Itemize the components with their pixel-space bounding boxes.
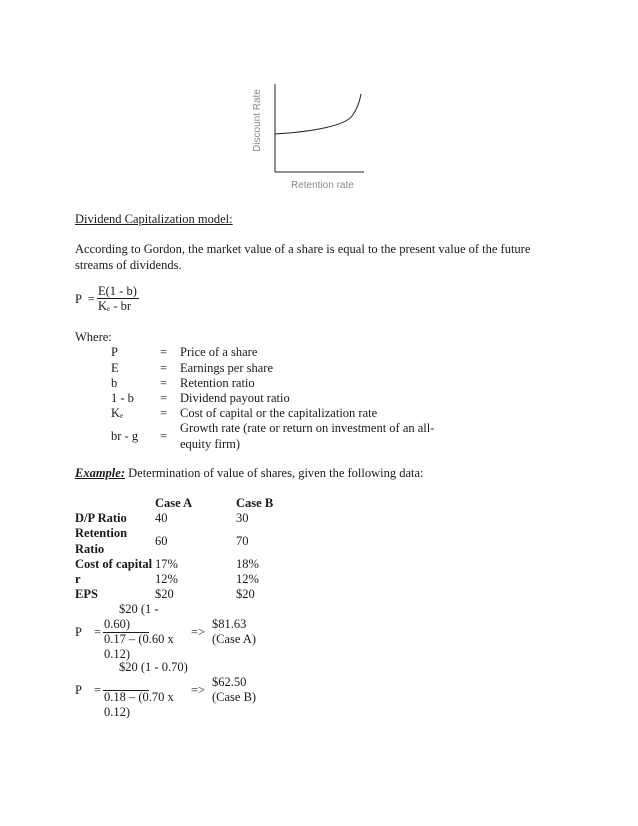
calc-case-label: (Case A): [212, 632, 257, 646]
calc-arrow: =>: [191, 683, 206, 697]
table-cell-a: 17%: [155, 557, 178, 571]
table-row-label: r: [75, 572, 81, 586]
figure-curve: [275, 94, 361, 134]
formula-numerator: E(1 - b): [98, 284, 137, 298]
def-symbol: P: [111, 345, 118, 359]
table-header-case-b: Case B: [236, 496, 274, 510]
def-text: Retention ratio: [180, 376, 255, 390]
calc-lhs: P: [75, 683, 82, 697]
def-text: Earnings per share: [180, 361, 274, 375]
calc-denominator-2: 0.12): [104, 705, 131, 719]
calc-eq: =: [94, 625, 102, 639]
def-eq: =: [160, 345, 168, 359]
example-text: Determination of value of shares, given the following data:: [125, 466, 424, 480]
def-text-continued: equity firm): [180, 437, 241, 451]
def-symbol: 1 - b: [111, 391, 134, 405]
def-eq: =: [160, 361, 168, 375]
table-cell-b: $20: [236, 587, 255, 601]
calc-lhs: P: [75, 625, 82, 639]
calc-case-label: (Case B): [212, 690, 257, 704]
calc-denominator-1: 0.18 – (0.70 x: [104, 690, 174, 704]
intro-line-1: According to Gordon, the market value of a share is equal to the present value of the future: [75, 242, 531, 256]
calc-result: $81.63: [212, 617, 247, 631]
table-cell-a: 12%: [155, 572, 178, 586]
intro-line-2: streams of dividends.: [75, 258, 182, 272]
calc-denominator-2: 0.12): [104, 647, 131, 661]
calc-numerator-1: $20 (1 - 0.70): [119, 660, 188, 674]
def-eq: =: [160, 406, 168, 420]
table-cell-b: 18%: [236, 557, 259, 571]
table-row-label: EPS: [75, 587, 98, 601]
def-symbol: E: [111, 361, 119, 375]
table-cell-b: 12%: [236, 572, 259, 586]
calc-arrow: =>: [191, 625, 206, 639]
formula-lhs: P =: [75, 292, 95, 306]
table-cell-b: 30: [236, 511, 249, 525]
example-line: [75, 466, 424, 481]
def-eq: =: [160, 429, 168, 443]
formula-denominator: Kₑ - br: [98, 299, 132, 313]
calc-numerator-2: 0.60): [104, 617, 131, 631]
table-cell-a: 40: [155, 511, 168, 525]
table-row-label: D/P Ratio: [75, 511, 127, 525]
def-text: Growth rate (rate or return on investment of an all-: [180, 421, 435, 435]
table-cell-a: $20: [155, 587, 174, 601]
def-eq: =: [160, 391, 168, 405]
table-cell-a: 60: [155, 534, 168, 548]
table-cell-b: 70: [236, 534, 249, 548]
table-header-case-a: Case A: [155, 496, 193, 510]
example-label: Example:: [75, 466, 125, 480]
def-eq: =: [160, 376, 168, 390]
def-text: Cost of capital or the capitalization rate: [180, 406, 378, 420]
table-row-label: Cost of capital: [75, 557, 153, 571]
calc-numerator-1: $20 (1 -: [119, 602, 159, 616]
calc-denominator-1: 0.17 – (0.60 x: [104, 632, 174, 646]
calc-result: $62.50: [212, 675, 247, 689]
section-heading: Dividend Capitalization model:: [75, 212, 233, 226]
def-symbol: b: [111, 376, 118, 390]
def-symbol: br - g: [111, 429, 139, 443]
def-text: Dividend payout ratio: [180, 391, 290, 405]
def-text: Price of a share: [180, 345, 258, 359]
figure-y-axis-label: Discount Rate: [251, 89, 263, 152]
figure-x-axis-label: Retention rate: [291, 180, 354, 191]
calc-eq: =: [94, 683, 102, 697]
def-symbol: Kₑ: [111, 406, 124, 420]
where-label: Where:: [75, 330, 112, 344]
table-row-label-continued: Ratio: [75, 542, 105, 556]
table-row-label: Retention: [75, 526, 128, 540]
